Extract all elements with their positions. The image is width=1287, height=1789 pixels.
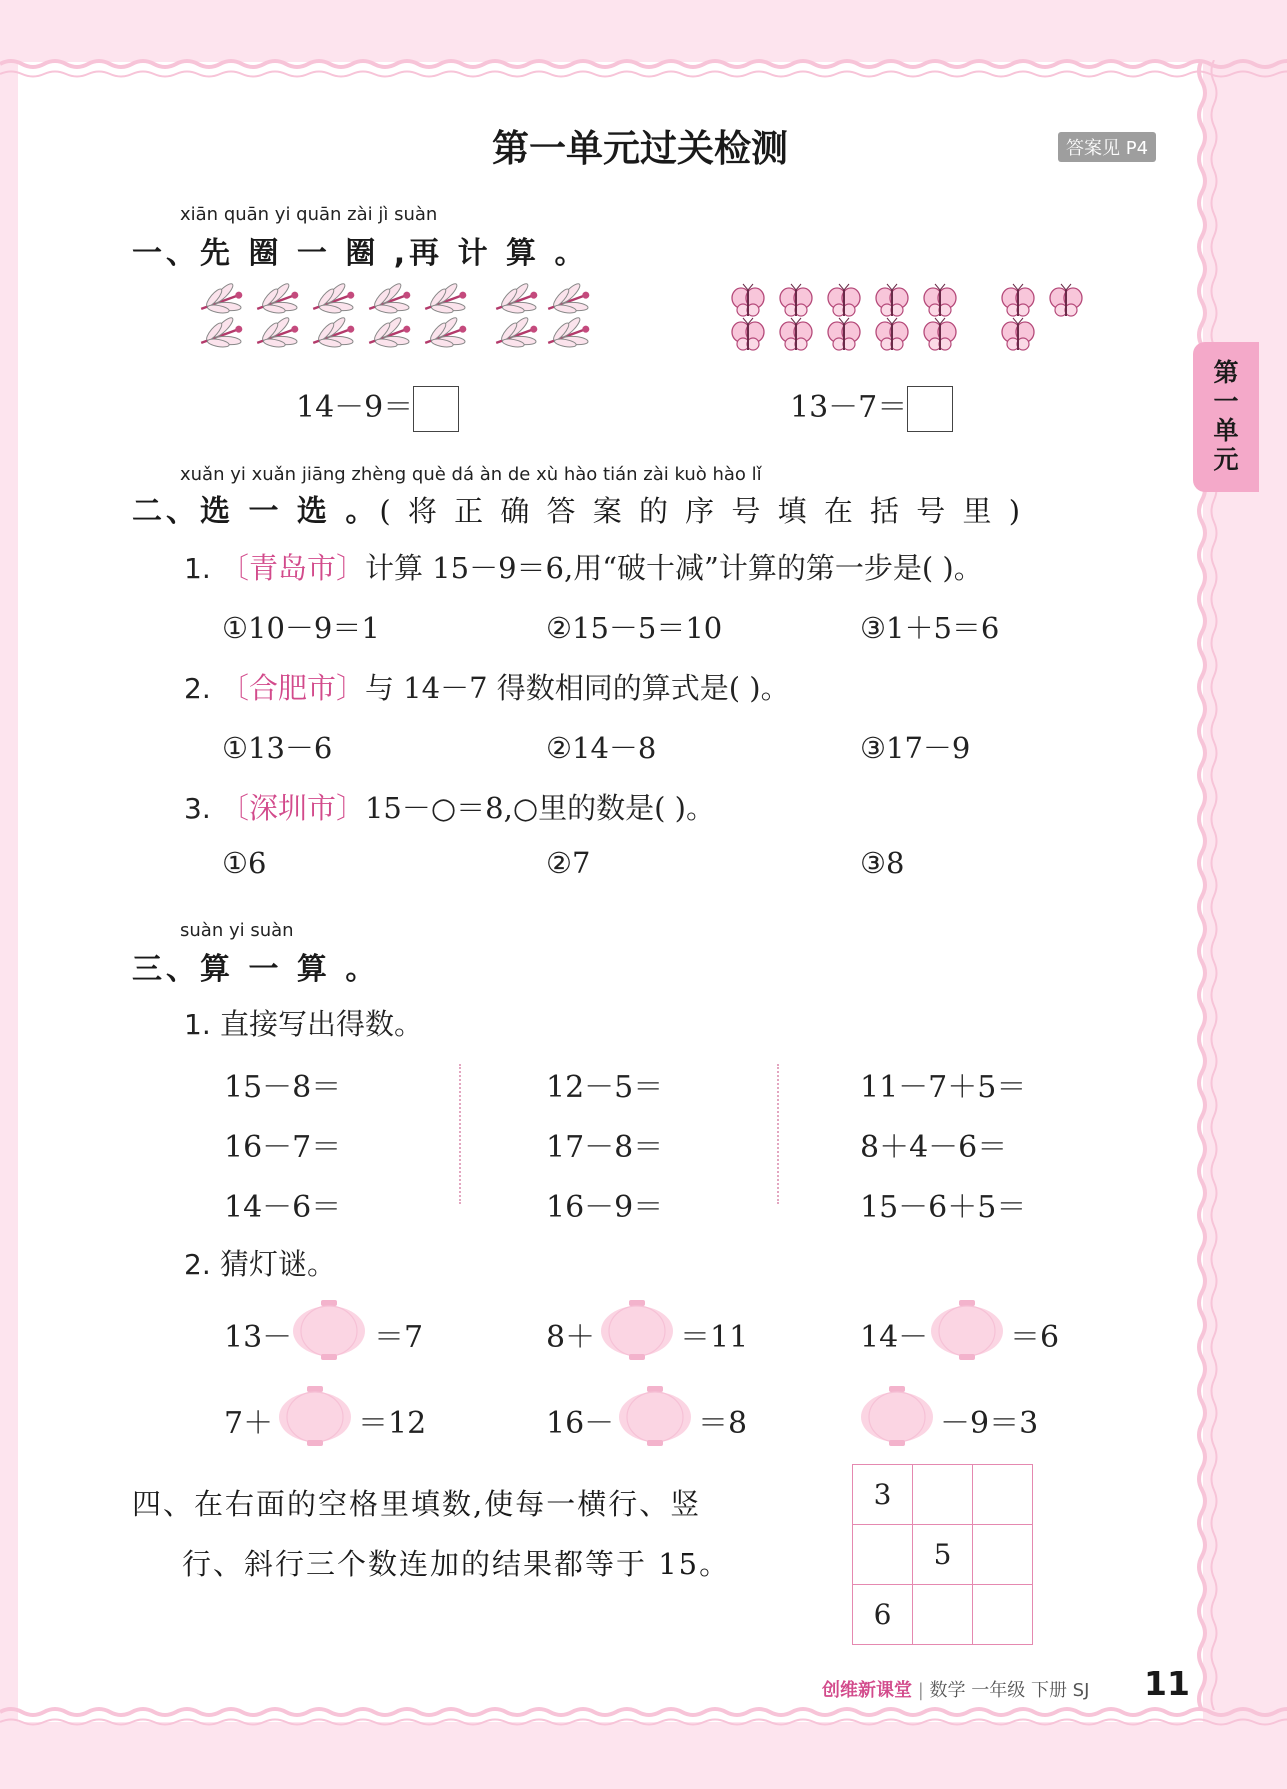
- dragonfly-icon: [364, 280, 416, 324]
- calc-item[interactable]: 8＋4－6＝: [860, 1130, 1008, 1165]
- grid-cell: 5: [913, 1525, 973, 1585]
- city-tag: 〔深圳市〕: [219, 791, 365, 825]
- butterfly-icon: [828, 318, 860, 350]
- unit-side-tab: [1193, 342, 1259, 492]
- question-text: 15－○＝8,○里的数是( )。: [364, 791, 715, 825]
- footer: 创维新课堂 | 数学 一年级 下册 SJ: [822, 1680, 1090, 1701]
- side-tab-char: 第: [1213, 358, 1239, 387]
- riddle-post: －9＝3: [940, 1406, 1039, 1441]
- option-3a[interactable]: ①6: [222, 846, 267, 880]
- lantern-icon[interactable]: [600, 1300, 674, 1360]
- butterfly-icon: [780, 318, 812, 350]
- question-text: 计算 15－9＝6,用“破十减”计算的第一步是( )。: [364, 551, 983, 585]
- section3-part1-label: [184, 1002, 423, 1043]
- dragonfly-icon: [420, 313, 472, 358]
- section2-heading-note: ( 将 正 确 答 案 的 序 号 填 在 括 号 里 ): [379, 494, 1025, 528]
- section4-line1: 四、在右面的空格里填数,使每一横行、竖: [132, 1487, 702, 1521]
- grid-cell[interactable]: [913, 1465, 973, 1525]
- butterfly-picture: [722, 280, 1092, 360]
- riddle-post: ＝6: [1010, 1320, 1060, 1355]
- riddle-pre: 14－: [860, 1320, 929, 1355]
- section2-pinyin: xuǎn yi xuǎn jiāng zhèng què dá àn de xù hào tián zài kuò hào lǐ: [180, 464, 762, 485]
- riddle-post: ＝8: [698, 1406, 748, 1441]
- grid-cell: 3: [853, 1465, 913, 1525]
- butterfly-icon: [1002, 318, 1034, 350]
- page-title: 第一单元过关检测: [492, 127, 788, 170]
- dragonfly-icon: [196, 280, 248, 324]
- part-number: 1.: [184, 1008, 211, 1041]
- lantern-icon[interactable]: [278, 1386, 352, 1446]
- bottom-wave-border: [0, 1700, 1287, 1736]
- section3-pinyin: suàn yi suàn: [180, 920, 294, 941]
- equation-text: 14－9＝: [296, 390, 414, 425]
- option-2c[interactable]: ③17－9: [860, 731, 971, 765]
- dragonfly-icon: [364, 313, 416, 358]
- section3-heading: 三、算 一 算 。: [132, 952, 380, 987]
- page-number: 11: [1144, 1664, 1190, 1703]
- question-number: 3.: [184, 792, 211, 825]
- side-tab-char: 单: [1213, 416, 1239, 445]
- calc-item[interactable]: 17－8＝: [546, 1130, 664, 1165]
- butterfly-icon: [780, 284, 812, 316]
- grid-cell: 6: [853, 1585, 913, 1645]
- answer-box[interactable]: [907, 386, 953, 432]
- city-tag: 〔合肥市〕: [219, 671, 365, 705]
- option-1b[interactable]: ②15－5＝10: [546, 611, 723, 645]
- butterfly-icon: [876, 318, 908, 350]
- butterfly-icon: [924, 318, 956, 350]
- dragonfly-icon: [420, 280, 472, 324]
- side-tab-char: 一: [1213, 387, 1239, 416]
- option-2a[interactable]: ①13－6: [222, 731, 333, 765]
- dragonfly-icon: [308, 313, 360, 358]
- dragonfly-icon: [491, 280, 543, 324]
- section1-left-equation: [296, 382, 459, 432]
- section3-part2-label: [184, 1242, 336, 1283]
- question-1: [184, 546, 983, 587]
- section1-heading: 一、先 圈 一 圈 ,再 计 算 。: [132, 236, 589, 271]
- right-wave-border: [1190, 60, 1230, 1710]
- dragonfly-icon: [543, 280, 595, 324]
- section2-heading-line: [132, 486, 1024, 530]
- section1-right-equation: [790, 382, 953, 432]
- riddle-pre: 7＋: [224, 1406, 274, 1441]
- butterfly-icon: [1050, 284, 1082, 316]
- magic-square-grid: [852, 1464, 1033, 1645]
- section4-line2: 行、斜行三个数连加的结果都等于 15。: [182, 1547, 731, 1581]
- riddle-post: ＝11: [680, 1320, 749, 1355]
- dragonfly-icon: [252, 313, 304, 358]
- riddle-pre: 16－: [546, 1406, 615, 1441]
- option-1a[interactable]: ①10－9＝1: [222, 611, 380, 645]
- calc-item[interactable]: 16－9＝: [546, 1190, 664, 1225]
- footer-brand: 创维新课堂: [822, 1680, 912, 1701]
- answer-reference-badge: 答案见 P4: [1058, 132, 1156, 162]
- option-2b[interactable]: ②14－8: [546, 731, 657, 765]
- answer-box[interactable]: [413, 386, 459, 432]
- lantern-icon[interactable]: [618, 1386, 692, 1446]
- calc-item[interactable]: 16－7＝: [224, 1130, 342, 1165]
- butterfly-icon: [876, 284, 908, 316]
- option-3b[interactable]: ②7: [546, 846, 591, 880]
- dragonfly-icon: [252, 280, 304, 324]
- dragonfly-picture: [190, 280, 610, 360]
- dragonfly-icon: [308, 280, 360, 324]
- city-tag: 〔青岛市〕: [219, 551, 365, 585]
- footer-info: 数学 一年级 下册 SJ: [929, 1680, 1090, 1701]
- butterfly-icon: [924, 284, 956, 316]
- butterfly-icon: [732, 284, 764, 316]
- calc-item[interactable]: 14－6＝: [224, 1190, 342, 1225]
- dragonfly-icon: [491, 313, 543, 358]
- riddle-pre: 8＋: [546, 1320, 596, 1355]
- part-label: 猜灯谜。: [219, 1247, 336, 1281]
- butterfly-icon: [732, 318, 764, 350]
- grid-cell[interactable]: [973, 1465, 1033, 1525]
- butterfly-icon: [1002, 284, 1034, 316]
- question-number: 2.: [184, 672, 211, 705]
- side-tab-char: 元: [1213, 445, 1239, 474]
- riddle-post: ＝7: [374, 1320, 424, 1355]
- grid-cell[interactable]: [973, 1525, 1033, 1585]
- lantern-icon[interactable]: [930, 1300, 1004, 1360]
- part-label: 直接写出得数。: [219, 1007, 423, 1041]
- question-3: [184, 786, 715, 827]
- grid-cell[interactable]: [913, 1585, 973, 1645]
- dragonfly-icon: [543, 313, 595, 358]
- column-divider: [459, 1064, 461, 1204]
- dragonfly-icon: [196, 313, 248, 358]
- part-number: 2.: [184, 1248, 211, 1281]
- calc-item[interactable]: 12－5＝: [546, 1070, 664, 1105]
- equation-text: 13－7＝: [790, 390, 908, 425]
- lantern-icon[interactable]: [860, 1386, 934, 1446]
- question-2: [184, 666, 790, 707]
- lantern-icon[interactable]: [292, 1300, 366, 1360]
- option-3c[interactable]: ③8: [860, 846, 905, 880]
- grid-cell[interactable]: [973, 1585, 1033, 1645]
- top-wave-border: [0, 50, 1287, 86]
- butterfly-icon: [828, 284, 860, 316]
- section2-heading: 二、选 一 选 。: [132, 494, 380, 529]
- riddle-post: ＝12: [358, 1406, 427, 1441]
- column-divider: [777, 1064, 779, 1204]
- grid-cell[interactable]: [853, 1525, 913, 1585]
- question-text: 与 14－7 得数相同的算式是( )。: [364, 671, 790, 705]
- calc-item[interactable]: 11－7＋5＝: [860, 1070, 1027, 1105]
- calc-item[interactable]: 15－6＋5＝: [860, 1190, 1027, 1225]
- calc-item[interactable]: 15－8＝: [224, 1070, 342, 1105]
- option-1c[interactable]: ③1＋5＝6: [860, 611, 1000, 645]
- riddle-pre: 13－: [224, 1320, 293, 1355]
- question-number: 1.: [184, 552, 211, 585]
- section1-pinyin: xiān quān yi quān zài jì suàn: [180, 204, 438, 225]
